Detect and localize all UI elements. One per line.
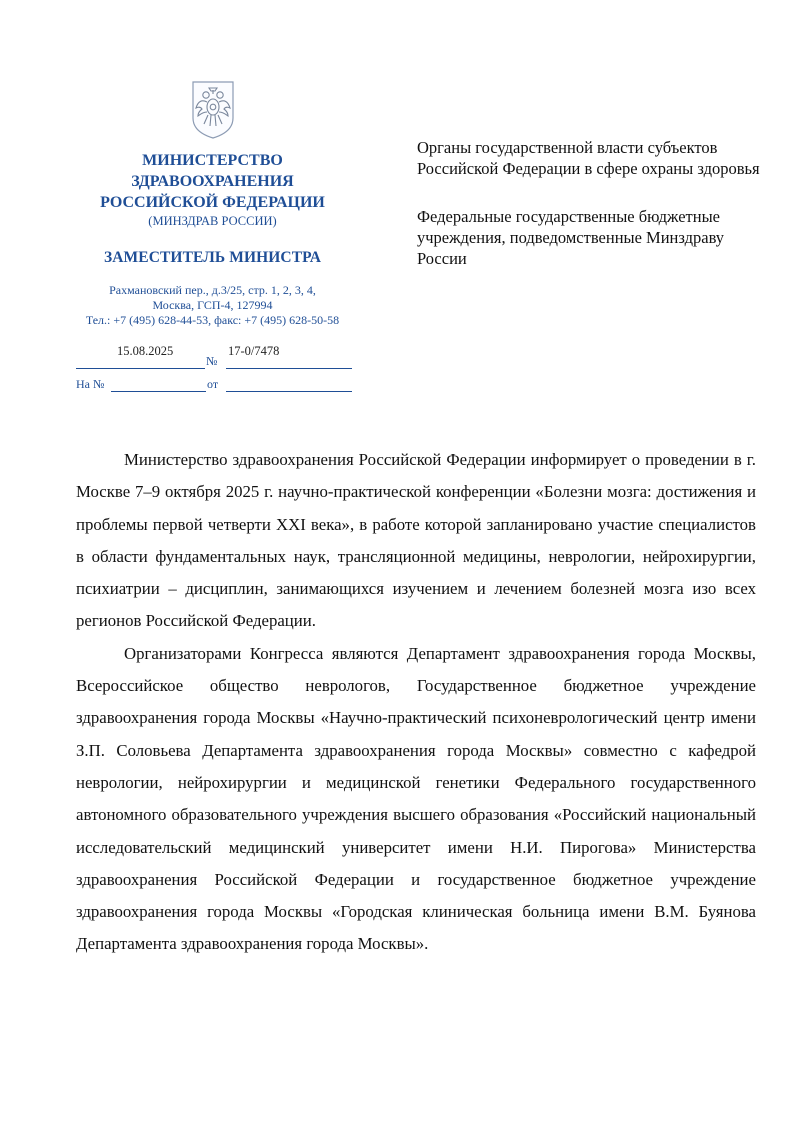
body-paragraph: Организаторами Конгресса являются Департамент здравоохранения города Москвы, Всероссийское общество неврологов, Государственное бюджетное учреждение здравоохранения города Москвы «Научно-практический психоневрологический центр имени З.П. Соловьева Департамента здравоохранения города Москвы» совместно с кафедрой неврологии, нейрохирургии и медицинской генетики Федерального государственного автономного образовательного учреждения высшего образования «Российский национальный исследовательский медицинский университет имени Н.И. Пирогова» Министерства здравоохранения Российской Федерации и государственное бюджетное учреждение здравоохранения города Москвы «Городская клиническая больница имени В.М. Буянова Департамента здравоохранения города Москвы». [76,643,756,954]
ministry-address [70,283,355,328]
document-number: 17-0/7478 [228,344,280,358]
address-line1: Рахмановский пер., д.3/25, стр. 1, 2, 3, 4, [109,283,316,297]
address-line2: Москва, ГСП-4, 127994 [152,298,273,312]
ministry-name [70,150,355,213]
address-contacts: Тел.: +7 (495) 628-44-53, факс: +7 (495) 628-50-58 [85,313,340,327]
ministry-abbreviation: (МИНЗДРАВ РОССИИ) [148,214,277,228]
reply-date-rule [226,391,352,392]
ministry-name-line3: РОССИЙСКОЙ ФЕДЕРАЦИИ [100,194,325,211]
number-rule [226,368,352,369]
ministry-name-line1: МИНИСТЕРСТВО [142,152,283,169]
body-paragraph: Министерство здравоохранения Российской Федерации информирует о проведении в г. Москве 7–9 октября 2025 г. научно-практической конференции «Болезни мозга: достижения и проблемы первой четверти XXI века», в работе которой запланировано участие специалистов в области фундаментальных наук, трансляционной медицины, неврологии, нейрохирургии, психиатрии – дисциплин, занимающихся изучением и лечением болезней мозга изо всех регионов Российской Федерации. [76,450,756,631]
date-rule [76,368,205,369]
reply-to-label: На № [76,377,105,391]
letter-body [76,444,756,961]
ministry-name-line2: ЗДРАВООХРАНЕНИЯ [131,173,294,190]
recipient-regional-authorities: Органы государственной власти субъектов Российской Федерации в сфере охраны здоровья [417,138,760,178]
reply-number-rule [111,391,206,392]
recipients-block [417,137,767,269]
letterhead [70,78,355,328]
document-date: 15.08.2025 [117,344,174,358]
coat-of-arms-icon [187,78,239,140]
number-label: № [206,354,218,368]
reply-from-label: от [207,377,219,391]
recipient-federal-institutions: Федеральные государственные бюджетные учреждения, подведомственные Минздраву России [417,207,725,268]
deputy-minister-title: ЗАМЕСТИТЕЛЬ МИНИСТРА [103,249,322,266]
